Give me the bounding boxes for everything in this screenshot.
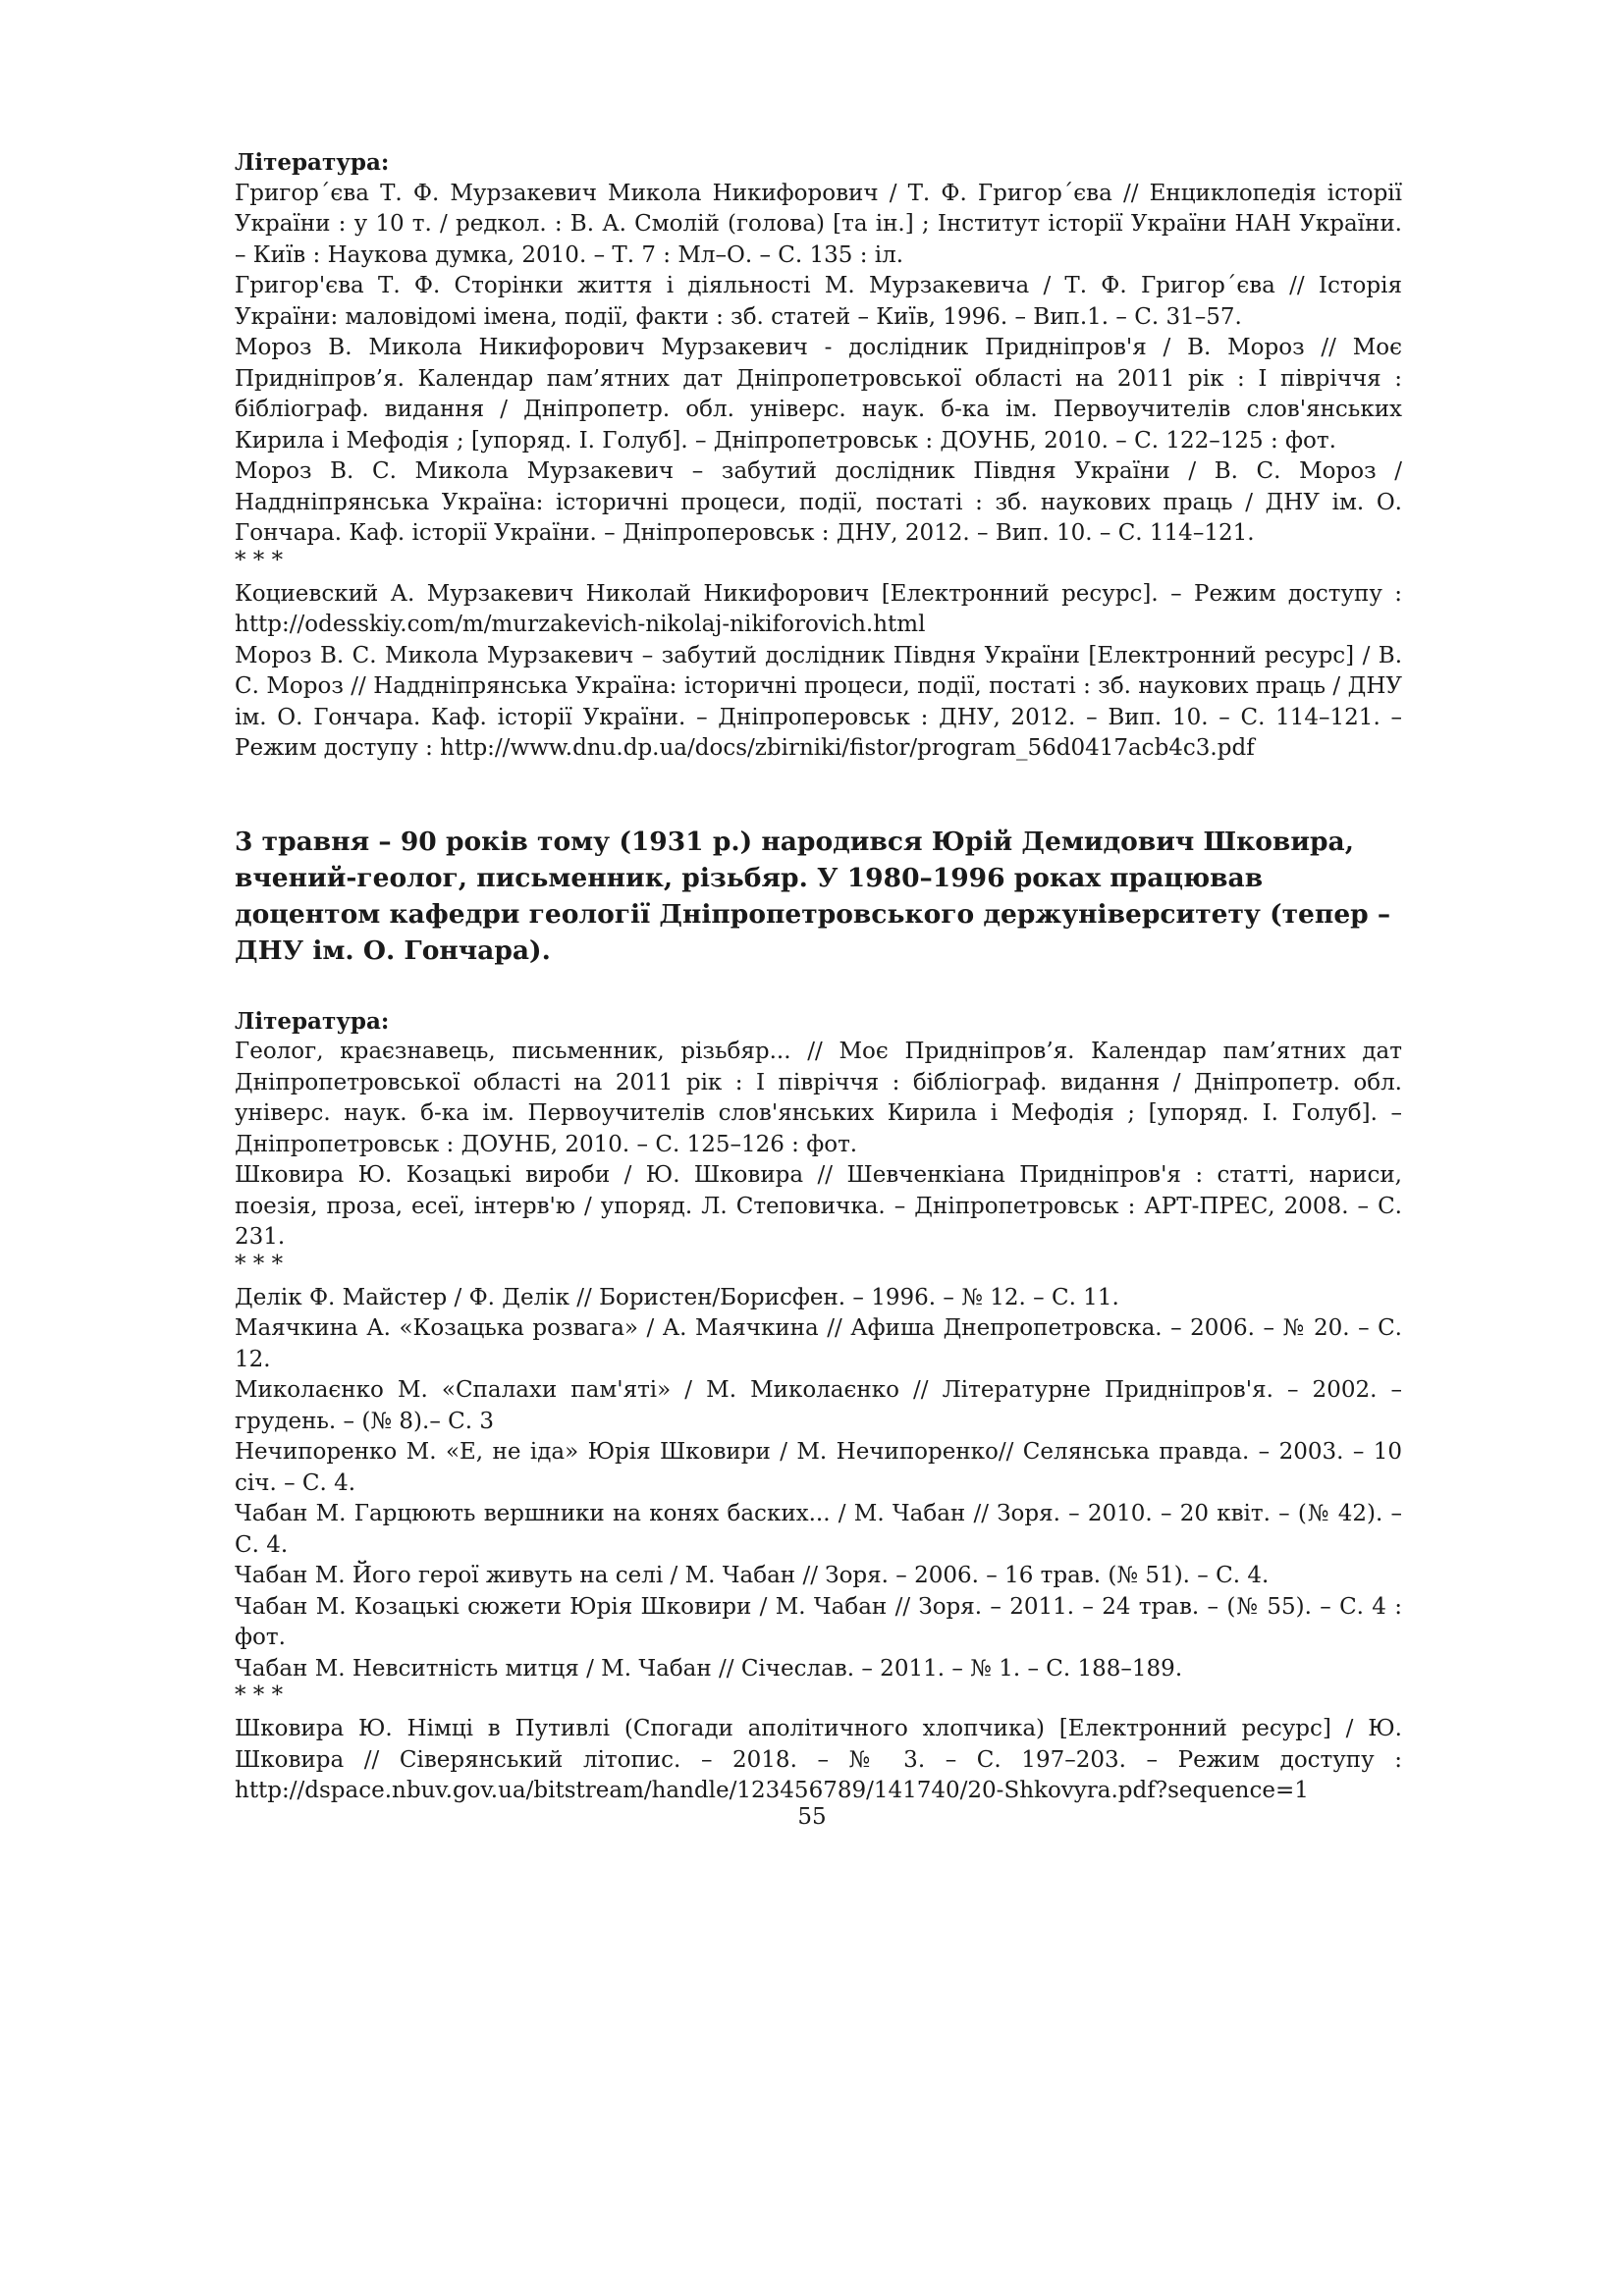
literature-section-murzakevich bbox=[235, 147, 1402, 765]
bibliography-entry: Чабан М. Гарцюють вершники на конях баских... / М. Чабан // Зоря. – 2010. – 20 квіт. – (№ 42). – С. 4. bbox=[235, 1501, 1402, 1558]
event-heading: 3 травня – 90 років тому (1931 р.) народився Юрій Демидович Шковира, вчений-геолог, письменник, різьбяр. У 1980–1996 роках працював доцентом кафедри геології Дніпропетровського держуніверситету (тепер – ДНУ ім. О. Гончара). bbox=[235, 826, 1391, 966]
bibliography-entry: Нечипоренко М. «Е, не іда» Юрія Шковири / М. Нечипоренко// Селянська правда. – 2003. – 10 січ. – С. 4. bbox=[235, 1439, 1402, 1496]
bibliography-entry-online: Шковира Ю. Німці в Путивлі (Спогади аполітичного хлопчика) [Електронний ресурс] / Ю. Шковира // Сіверянський літопис. – 2018. – № 3. – С. 197–203. – Режим доступу : http://dspace.nbuv.gov.ua/bitstream/handle/123456789/141740/20-Shkovyra.pdf?sequence=1 bbox=[235, 1716, 1402, 1803]
literature-heading: Література: bbox=[235, 1007, 390, 1035]
bibliography-entry: Маячкина А. «Козацька розвага» / А. Маячкина // Афиша Днепропетровска. – 2006. – № 20. – С. 12. bbox=[235, 1315, 1402, 1372]
page-number: 55 bbox=[797, 1804, 827, 1830]
bibliography-entry: Геолог, краєзнавець, письменник, різьбяр... // Моє Придніпров’я. Календар пам’ятних дат Дніпропетровської області на 2011 рік : І півріччя : бібліограф. видання / Дніпропетр. обл. універс. наук. б-ка ім. Первоучителів слов'янських Кирила і Мефодія ; [упоряд. І. Голуб]. – Дніпропетровськ : ДОУНБ, 2010. – С. 125–126 : фот. bbox=[235, 1039, 1402, 1157]
bibliography-entry: Чабан М. Його герої живуть на селі / М. Чабан // Зоря. – 2006. – 16 трав. (№ 51). – С. 4. bbox=[235, 1563, 1270, 1588]
section-separator: * * * bbox=[235, 1251, 284, 1277]
bibliography-entry-online: Коциевский А. Мурзакевич Николай Никифорович [Електронний ресурс]. – Режим доступу : http://odesskiy.com/m/murzakevich-nikolaj-nikiforovich.html bbox=[235, 580, 1402, 637]
section-separator: * * * bbox=[235, 1682, 284, 1708]
literature-heading: Література: bbox=[235, 149, 390, 176]
bibliography-entry: Шковира Ю. Козацькі вироби / Ю. Шковира // Шевченкіана Придніпров'я : статті, нариси, поезія, проза, есеї, інтерв'ю / упоряд. Л. Степовичка. – Дніпропетровськ : АРТ-ПРЕС, 2008. – С. 231. bbox=[235, 1162, 1402, 1250]
section-separator: * * * bbox=[235, 547, 284, 573]
literature-section-shkovyra bbox=[235, 1006, 1402, 1807]
bibliography-entry: Чабан М. Козацькі сюжети Юрія Шковири / М. Чабан // Зоря. – 2011. – 24 трав. – (№ 55). – С. 4 : фот. bbox=[235, 1593, 1402, 1650]
bibliography-entry: Мороз В. С. Микола Мурзакевич – забутий дослідник Півдня України / В. С. Мороз / Наддніпрянська Україна: історичні процеси, події, постаті : зб. наукових праць / ДНУ ім. О. Гончара. Каф. історії України. – Дніпроперовськ : ДНУ, 2012. – Вип. 10. – С. 114–121. bbox=[235, 458, 1402, 546]
bibliography-entry: Григор'єва Т. Ф. Сторінки життя і діяльності М. Мурзакевича / Т. Ф. Григор´єва // Історія України: маловідомі імена, події, факти : зб. статей – Київ, 1996. – Вип.1. – С. 31–57. bbox=[235, 273, 1402, 330]
bibliography-entry: Мороз В. Микола Никифорович Мурзакевич - дослідник Придніпров'я / В. Мороз // Моє Придніпров’я. Календар пам’ятних дат Дніпропетровської області на 2011 рік : І півріччя : бібліограф. видання / Дніпропетр. обл. універс. наук. б-ка ім. Первоучителів слов'янських Кирила і Мефодія ; [упоряд. І. Голуб]. – Дніпропетровськ : ДОУНБ, 2010. – С. 122–125 : фот. bbox=[235, 335, 1402, 454]
bibliography-entry-online: Мороз В. С. Микола Мурзакевич – забутий дослідник Півдня України [Електронний ресурс] / В. С. Мороз // Наддніпрянська Україна: історичні процеси, події, постаті : зб. наукових праць / ДНУ ім. О. Гончара. Каф. історії України. – Дніпроперовськ : ДНУ, 2012. – Вип. 10. – С. 114–121. – Режим доступу : http://www.dnu.dp.ua/docs/zbirniki/fistor/program_56d0417acb4c3.pdf bbox=[235, 642, 1402, 761]
bibliography-entry: Григор´єва Т. Ф. Мурзакевич Микола Никифорович / Т. Ф. Григор´єва // Енциклопедія історії України : у 10 т. / редкол. : В. А. Смолій (голова) [та ін.] ; Інститут історії України НАН України. – Київ : Наукова думка, 2010. – Т. 7 : Мл–О. – С. 135 : іл. bbox=[235, 180, 1402, 268]
page-body bbox=[235, 147, 1402, 1807]
bibliography-entry: Делік Ф. Майстер / Ф. Делік // Бористен/Борисфен. – 1996. – № 12. – С. 11. bbox=[235, 1284, 1119, 1310]
bibliography-entry: Чабан М. Невситність митця / М. Чабан // Січеслав. – 2011. – № 1. – С. 188–189. bbox=[235, 1655, 1183, 1682]
bibliography-entry: Миколаєнко М. «Спалахи пам'яті» / М. Миколаєнко // Літературне Придніпров'я. – 2002. – грудень. – (№ 8).– С. 3 bbox=[235, 1377, 1402, 1434]
